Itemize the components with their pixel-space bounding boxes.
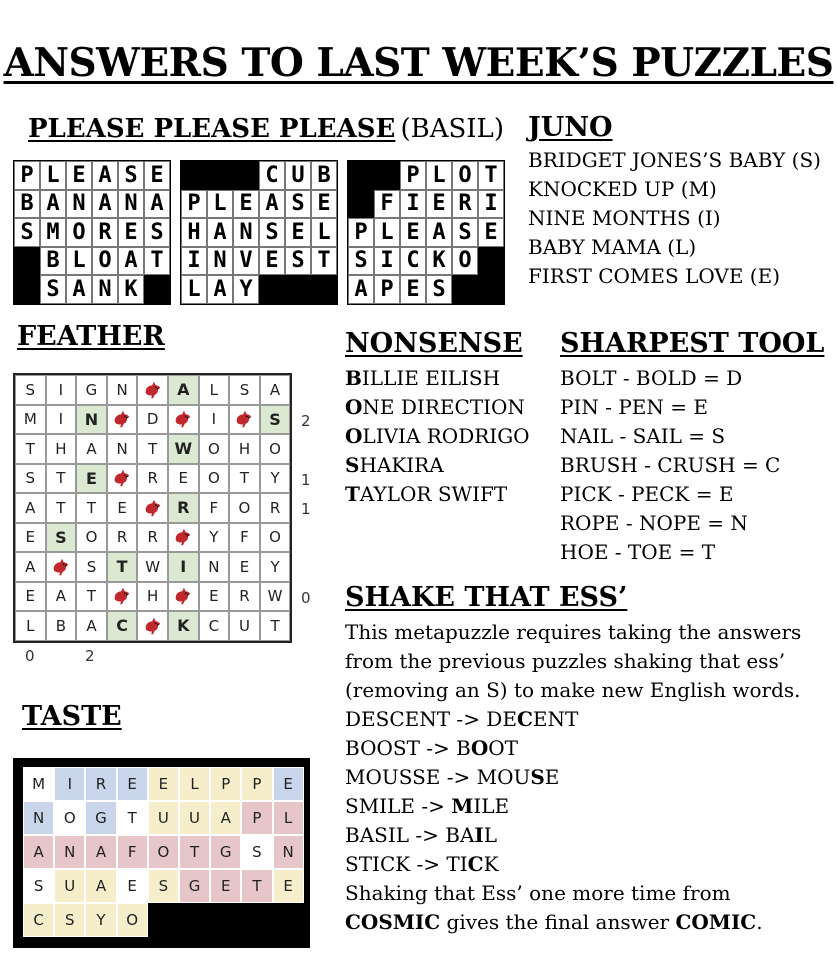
pair-text: SMILE -> [345,794,452,818]
please-grid-3 [347,160,505,305]
grid-letter: A [66,275,92,304]
grid-letter: S [348,247,374,276]
cardinal-bird-icon [229,405,260,435]
grid-letter: A [85,869,116,903]
final-word-comic: COMIC [675,910,757,934]
feather-grid [13,373,292,643]
black-square [14,247,40,276]
grid-letter: E [15,582,46,612]
grid-letter: R [137,523,168,553]
grid-letter: Y [199,523,230,553]
black-square [452,275,478,304]
feather-row-count: 2 [301,411,311,430]
grid-letter: P [210,767,241,801]
grid-letter: N [273,835,304,869]
grid-letter: E [233,190,259,219]
sharpest-line: HOE - TOE = T [560,540,716,564]
juno-list [528,146,821,291]
grid-letter: S [144,218,170,247]
please-grid-1 [13,160,171,305]
grid-letter: R [85,767,116,801]
grid-letter: B [40,247,66,276]
grid-letter: F [199,493,230,523]
sharpest-line: BRUSH - CRUSH = C [560,453,781,477]
grid-letter: E [229,552,260,582]
grid-letter: S [452,218,478,247]
grid-letter: A [144,190,170,219]
grid-letter: L [199,375,230,405]
grid-letter: P [14,161,40,190]
shake-pair-line [345,705,801,734]
black-square [207,161,233,190]
grid-letter: P [241,767,272,801]
please-section-heading [28,114,504,144]
grid-letter: O [260,523,291,553]
rest-of-name: AYLOR SWIFT [359,482,508,506]
shake-title: SHAKE THAT ESS’ [345,582,628,613]
nonsense-line [345,393,530,422]
grid-letter: I [46,405,77,435]
grid-letter: A [168,375,199,405]
grid-letter: P [400,161,426,190]
grid-letter: G [76,375,107,405]
grid-letter: G [179,869,210,903]
black-square [14,275,40,304]
grid-letter: D [137,405,168,435]
shake-pair-line [345,763,801,792]
grid-letter: Y [260,552,291,582]
pair-text: ILE [473,794,510,818]
please-title: PLEASE PLEASE PLEASE [28,114,396,144]
grid-letter: L [179,767,210,801]
grid-letter: L [181,275,207,304]
grid-letter: A [15,493,46,523]
grid-letter: O [199,464,230,494]
grid-letter: S [118,161,144,190]
grid-letter: C [107,611,138,641]
grid-letter: R [92,218,118,247]
grid-letter: R [137,464,168,494]
grid-letter: L [273,801,304,835]
grid-letter: T [179,835,210,869]
grid-letter: Y [260,464,291,494]
grid-letter: F [229,523,260,553]
grid-letter: S [15,375,46,405]
grid-letter: T [117,801,148,835]
grid-letter: N [76,405,107,435]
please-answer: (BASIL) [400,114,504,144]
grid-letter: N [23,801,54,835]
grid-letter: E [118,218,144,247]
sharpest-line: PIN - PEN = E [560,395,708,419]
grid-letter: L [426,161,452,190]
nonsense-list [345,364,530,509]
grid-letter: O [66,218,92,247]
initial-letter: O [345,395,363,419]
pair-text: BOOST -> B [345,736,471,760]
grid-letter: W [168,434,199,464]
grid-letter: E [210,869,241,903]
grid-letter: S [46,523,77,553]
grid-letter: T [478,161,504,190]
grid-letter: F [374,190,400,219]
grid-letter: F [117,835,148,869]
grid-letter: S [15,464,46,494]
shake-pair-line [345,850,801,879]
grid-letter: H [181,218,207,247]
black-square [478,275,504,304]
grid-letter: T [144,247,170,276]
grid-letter: A [118,247,144,276]
grid-letter: E [478,218,504,247]
grid-letter: E [311,190,337,219]
grid-letter: A [348,275,374,304]
grid-letter: S [241,835,272,869]
cardinal-bird-icon [168,582,199,612]
pair-text: DESCENT -> DE [345,707,517,731]
grid-letter: R [229,582,260,612]
black-square [144,275,170,304]
grid-letter: N [233,218,259,247]
grid-letter: G [210,835,241,869]
juno-line: BRIDGET JONES’S BABY (S) [528,148,821,172]
grid-letter: T [229,464,260,494]
grid-letter: O [452,247,478,276]
grid-letter: A [40,190,66,219]
black-square [311,275,337,304]
highlighted-letter: C [467,852,484,876]
grid-letter: S [285,247,311,276]
grid-letter: A [46,582,77,612]
grid-letter: A [85,835,116,869]
grid-letter: E [273,767,304,801]
rest-of-name: NE DIRECTION [362,395,525,419]
grid-letter: N [66,190,92,219]
grid-letter: L [40,161,66,190]
grid-letter: E [285,218,311,247]
pair-text: L [483,823,498,847]
grid-letter: I [374,247,400,276]
pair-text: E [544,765,560,789]
nonsense-title: NONSENSE [345,328,523,359]
feather-title: FEATHER [17,321,165,352]
grid-letter: H [229,434,260,464]
grid-letter: B [46,611,77,641]
grid-letter: L [207,190,233,219]
shake-intro-line: (removing an S) to make new English words. [345,678,801,702]
grid-letter: I [168,552,199,582]
highlighted-letter: C [516,707,533,731]
grid-letter: R [452,190,478,219]
final-mid-text: gives the final answer [440,910,676,934]
grid-letter: S [229,375,260,405]
grid-letter: S [259,218,285,247]
grid-letter: P [181,190,207,219]
grid-letter: O [229,493,260,523]
nonsense-line [345,422,530,451]
grid-letter: I [478,190,504,219]
grid-letter: O [92,247,118,276]
shake-pair-line [345,734,801,763]
final-end-text: . [756,910,763,934]
sharpest-line: BOLT - BOLD = D [560,366,743,390]
black-square [478,247,504,276]
grid-letter: N [118,190,144,219]
black-square [348,190,374,219]
grid-letter: U [54,869,85,903]
grid-letter: C [23,903,54,937]
grid-letter: H [46,434,77,464]
feather-col-count: 0 [25,647,35,665]
grid-letter: O [199,434,230,464]
juno-line: KNOCKED UP (M) [528,177,717,201]
feather-row-count: 1 [301,500,311,518]
grid-letter: C [259,161,285,190]
grid-letter: I [181,247,207,276]
grid-letter: S [148,869,179,903]
grid-letter: R [260,493,291,523]
grid-letter: P [241,801,272,835]
grid-letter: E [76,464,107,494]
grid-letter: A [92,161,118,190]
page-title: ANSWERS TO LAST WEEK’S PUZZLES [3,40,834,86]
grid-letter: E [400,218,426,247]
grid-letter: A [76,611,107,641]
pair-text: STICK -> TI [345,852,468,876]
grid-letter: A [23,835,54,869]
grid-letter: K [168,611,199,641]
initial-letter: B [345,366,362,390]
grid-letter: L [66,247,92,276]
grid-letter: E [148,767,179,801]
grid-letter: C [400,247,426,276]
grid-letter: T [311,247,337,276]
cardinal-bird-icon [107,405,138,435]
nonsense-line [345,451,530,480]
grid-letter: S [23,869,54,903]
grid-letter: S [14,218,40,247]
grid-letter: T [260,611,291,641]
grid-letter: O [54,801,85,835]
grid-letter: T [137,434,168,464]
grid-letter: W [260,582,291,612]
grid-letter: I [54,767,85,801]
grid-letter: M [23,767,54,801]
cardinal-bird-icon [137,493,168,523]
grid-letter: T [46,464,77,494]
grid-letter: E [117,767,148,801]
grid-letter: A [92,190,118,219]
shake-pairs [345,705,801,879]
grid-letter: L [311,218,337,247]
black-square [233,161,259,190]
pair-text: ENT [532,707,579,731]
grid-letter: A [426,218,452,247]
grid-letter: N [92,275,118,304]
grid-letter: M [40,218,66,247]
grid-letter: U [229,611,260,641]
grid-letter: E [400,275,426,304]
grid-letter: G [85,801,116,835]
final-word-cosmic: COSMIC [345,910,441,934]
sharpest-line: ROPE - NOPE = N [560,511,748,535]
grid-letter: N [107,375,138,405]
shake-pair-line [345,792,801,821]
grid-letter: I [46,375,77,405]
grid-letter: A [15,552,46,582]
grid-letter: N [207,247,233,276]
grid-letter: O [148,835,179,869]
initial-letter: T [345,482,360,506]
grid-letter: S [54,903,85,937]
taste-title: TASTE [22,701,122,732]
highlighted-letter: S [530,765,545,789]
grid-letter: E [15,523,46,553]
grid-letter: W [137,552,168,582]
grid-letter: A [207,275,233,304]
grid-letter: A [210,801,241,835]
grid-letter: P [374,275,400,304]
grid-letter: S [260,405,291,435]
please-grid-2 [180,160,338,305]
juno-line: FIRST COMES LOVE (E) [528,264,781,288]
grid-letter: E [168,464,199,494]
grid-letter: E [273,869,304,903]
grid-letter: U [148,801,179,835]
taste-grid [23,767,304,937]
grid-letter: O [76,523,107,553]
initial-letter: S [345,453,360,477]
sharpest-line: PICK - PECK = E [560,482,734,506]
grid-letter: A [259,190,285,219]
grid-letter: B [311,161,337,190]
grid-letter: E [107,493,138,523]
sharpest-line: NAIL - SAIL = S [560,424,726,448]
shake-final-line-1: Shaking that Ess’ one more time from [345,881,731,905]
grid-letter: T [76,582,107,612]
grid-letter: U [285,161,311,190]
grid-letter: T [76,493,107,523]
grid-letter: H [137,582,168,612]
nonsense-line [345,364,530,393]
grid-letter: E [66,161,92,190]
grid-letter: A [260,375,291,405]
juno-line: NINE MONTHS (I) [528,206,721,230]
shake-intro-line: This metapuzzle requires taking the answers [345,620,802,644]
highlighted-letter: M [451,794,474,818]
grid-letter: C [199,611,230,641]
shake-final-line-2 [345,908,801,937]
juno-line: BABY MAMA (L) [528,235,697,259]
grid-letter: M [15,405,46,435]
grid-letter: T [241,869,272,903]
cardinal-bird-icon [168,405,199,435]
initial-letter: O [345,424,363,448]
sharpest-list [560,364,780,567]
grid-letter: O [117,903,148,937]
grid-letter: N [107,434,138,464]
cardinal-bird-icon [137,375,168,405]
black-square [259,275,285,304]
shake-intro-line: from the previous puzzles shaking that ess’ [345,649,786,673]
black-square [285,275,311,304]
pair-text: K [483,852,499,876]
highlighted-letter: O [470,736,489,760]
grid-letter: E [199,582,230,612]
grid-letter: K [426,247,452,276]
grid-letter: A [207,218,233,247]
rest-of-name: ILLIE EILISH [361,366,501,390]
cardinal-bird-icon [107,464,138,494]
grid-letter: I [199,405,230,435]
feather-row-count: 1 [301,470,311,489]
cardinal-bird-icon [107,582,138,612]
shake-pair-line [345,821,801,850]
highlighted-letter: I [474,823,484,847]
sharpest-title: SHARPEST TOOL [560,328,825,359]
grid-letter: T [15,434,46,464]
black-square [374,161,400,190]
cardinal-bird-icon [137,611,168,641]
feather-col-count: 2 [85,647,95,665]
grid-letter: Y [233,275,259,304]
grid-letter: N [54,835,85,869]
grid-letter: E [144,161,170,190]
grid-letter: N [199,552,230,582]
pair-text: OT [488,736,519,760]
grid-letter: U [179,801,210,835]
grid-letter: A [76,434,107,464]
grid-letter: L [15,611,46,641]
grid-letter: Y [85,903,116,937]
rest-of-name: HAKIRA [359,453,444,477]
grid-letter: S [40,275,66,304]
black-square [348,161,374,190]
grid-letter: R [107,523,138,553]
feather-row-count: 0 [301,588,311,607]
grid-letter: T [46,493,77,523]
pair-text: MOUSSE -> MOU [345,765,531,789]
grid-letter: B [14,190,40,219]
grid-letter: S [426,275,452,304]
grid-letter: O [260,434,291,464]
grid-letter: E [426,190,452,219]
grid-letter: E [259,247,285,276]
grid-letter: K [118,275,144,304]
grid-letter: E [117,869,148,903]
grid-letter: S [285,190,311,219]
juno-title: JUNO [528,112,613,143]
nonsense-line [345,480,530,509]
grid-letter: O [452,161,478,190]
grid-letter: S [76,552,107,582]
cardinal-bird-icon [168,523,199,553]
grid-letter: V [233,247,259,276]
cardinal-bird-icon [46,552,77,582]
grid-letter: R [168,493,199,523]
grid-letter: L [374,218,400,247]
pair-text: BASIL -> BA [345,823,475,847]
grid-letter: T [107,552,138,582]
black-square [181,161,207,190]
grid-letter: P [348,218,374,247]
rest-of-name: LIVIA RODRIGO [362,424,530,448]
shake-body [345,618,801,937]
grid-letter: I [400,190,426,219]
